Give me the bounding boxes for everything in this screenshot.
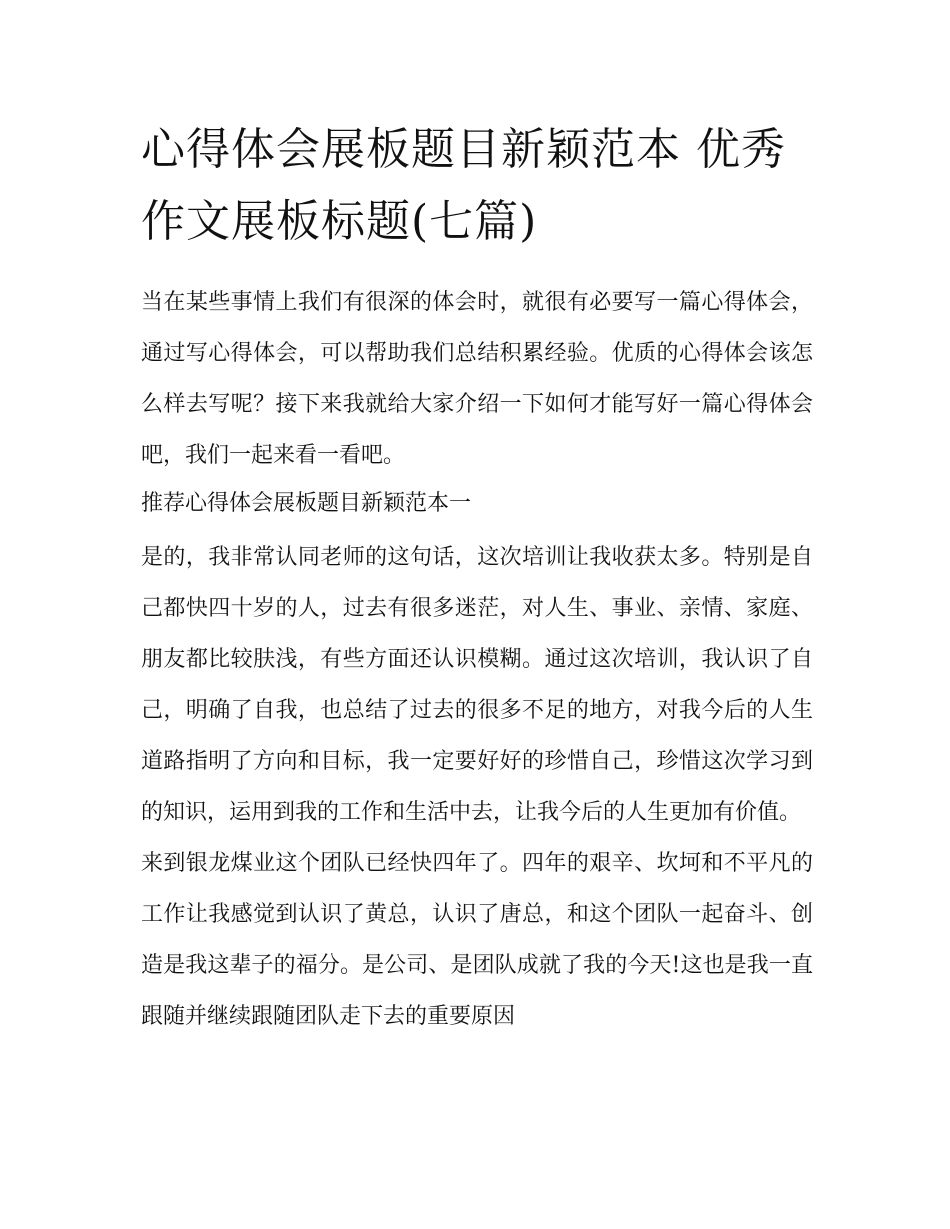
document-body [141, 277, 813, 1042]
document-title: 心得体会展板题目新颖范本 优秀作文展板标题(七篇) [141, 124, 786, 247]
body-paragraph: 是的，我非常认同老师的这句话，这次培训让我收获太多。特别是自己都快四十岁的人，过去有很多迷茫，对人生、事业、亲情、家庭、朋友都比较肤浅，有些方面还认识模糊。通过这次培训，我认识了自己，明确了自我，也总结了过去的很多不足的地方，对我今后的人生道路指明了方向和目标，我一定要好好的珍惜自己，珍惜这次学习到的知识，运用到我的工作和生活中去，让我今后的人生更加有价值。 [141, 545, 813, 825]
section-heading: 推荐心得体会展板题目新颖范本一 [141, 491, 472, 516]
body-paragraph: 来到银龙煤业这个团队已经快四年了。四年的艰辛、坎坷和不平凡的工作让我感觉到认识了黄总，认识了唐总，和这个团队一起奋斗、创造是我这辈子的福分。是公司、是团队成就了我的今天!这也是我一直跟随并继续跟随团队走下去的重要原因 [141, 851, 813, 1029]
intro-paragraph: 当在某些事情上我们有很深的体会时，就很有必要写一篇心得体会，通过写心得体会，可以帮助我们总结积累经验。优质的心得体会该怎么样去写呢？接下来我就给大家介绍一下如何才能写好一篇心得体会吧，我们一起来看一看吧。 [141, 290, 813, 468]
